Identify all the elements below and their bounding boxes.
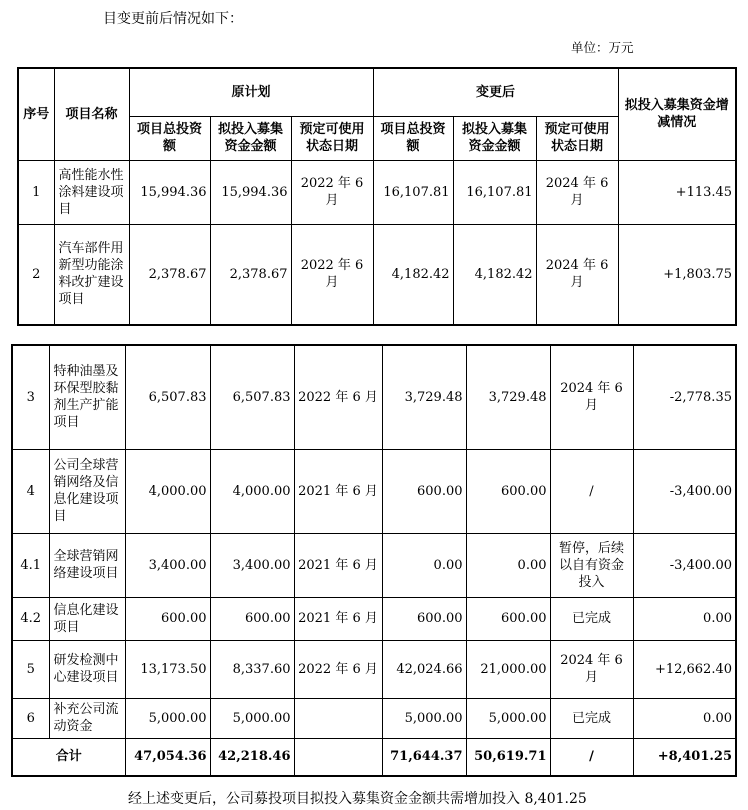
cell-new-date: 已完成 — [550, 597, 633, 640]
cell-orig-date: 2022 年 6 月 — [294, 640, 382, 698]
cell-new-raise: 3,729.48 — [466, 345, 550, 449]
cell-change: -3,400.00 — [633, 449, 736, 533]
cell-new-total: 4,182.42 — [373, 224, 453, 325]
cell-new-total: 0.00 — [382, 533, 466, 597]
cell-new-raise: 21,000.00 — [466, 640, 550, 698]
cell-orig-total: 2,378.67 — [129, 224, 210, 325]
table-row — [12, 698, 736, 738]
cell-project-name: 高性能水性涂料建设项目 — [54, 160, 129, 224]
cell-new-total: 16,107.81 — [373, 160, 453, 224]
cell-project-name: 特种油墨及环保型胶黏剂生产扩能项目 — [49, 345, 125, 449]
cell-project-name: 汽车部件用新型功能涂料改扩建设项目 — [54, 224, 129, 325]
cell-orig-date: 2022 年 6 月 — [294, 345, 382, 449]
table-row — [12, 640, 736, 698]
cell-orig-date: 2021 年 6 月 — [294, 449, 382, 533]
cell-seq: 6 — [12, 698, 49, 738]
fund-change-table-part2 — [11, 344, 737, 777]
header-after-change: 变更后 — [373, 68, 618, 116]
cell-new-total: 5,000.00 — [382, 698, 466, 738]
cell-project-name: 全球营销网络建设项目 — [49, 533, 125, 597]
total-orig-total: 47,054.36 — [125, 738, 210, 776]
total-new-date: / — [550, 738, 633, 776]
cell-new-date: 2024 年 6 月 — [536, 160, 618, 224]
cell-orig-total: 4,000.00 — [125, 449, 210, 533]
cell-orig-total: 13,173.50 — [125, 640, 210, 698]
cell-orig-raise: 3,400.00 — [210, 533, 294, 597]
cell-new-raise: 5,000.00 — [466, 698, 550, 738]
header-original-plan: 原计划 — [129, 68, 373, 116]
cell-orig-raise: 8,337.60 — [210, 640, 294, 698]
fund-change-table-part1 — [17, 67, 737, 326]
cell-orig-total: 5,000.00 — [125, 698, 210, 738]
header-orig-raise-amount: 拟投入募集资金金额 — [210, 116, 291, 160]
table-row — [18, 160, 736, 224]
cell-project-name: 补充公司流动资金 — [49, 698, 125, 738]
cell-new-date: 2024 年 6 月 — [550, 640, 633, 698]
header-change-amount: 拟投入募集资金增减情况 — [618, 68, 736, 160]
header-new-raise-amount: 拟投入募集资金金额 — [453, 116, 536, 160]
table-row — [12, 597, 736, 640]
cell-change: +1,803.75 — [618, 224, 736, 325]
cell-seq: 4.2 — [12, 597, 49, 640]
cell-new-total: 600.00 — [382, 597, 466, 640]
cell-new-date: 2024 年 6 月 — [550, 345, 633, 449]
cell-new-total: 600.00 — [382, 449, 466, 533]
header-new-total-invest: 项目总投资额 — [373, 116, 453, 160]
table-row — [18, 224, 736, 325]
cell-new-total: 3,729.48 — [382, 345, 466, 449]
table-row — [12, 533, 736, 597]
header-project-name: 项目名称 — [54, 68, 129, 160]
total-label: 合计 — [12, 738, 125, 776]
cell-orig-total: 3,400.00 — [125, 533, 210, 597]
cell-new-total: 42,024.66 — [382, 640, 466, 698]
cell-seq: 4 — [12, 449, 49, 533]
header-orig-ready-date: 预定可使用状态日期 — [291, 116, 373, 160]
cell-project-name: 研发检测中心建设项目 — [49, 640, 125, 698]
cell-orig-raise: 15,994.36 — [210, 160, 291, 224]
table-row — [12, 345, 736, 449]
footer-text: 经上述变更后，公司募投项目拟投入募集资金金额共需增加投入 8,401.25 — [128, 791, 587, 807]
cell-change: -2,778.35 — [633, 345, 736, 449]
cell-orig-date — [294, 698, 382, 738]
cell-seq: 2 — [18, 224, 54, 325]
cell-new-date: / — [550, 449, 633, 533]
cell-orig-total: 15,994.36 — [129, 160, 210, 224]
cell-seq: 5 — [12, 640, 49, 698]
total-row — [12, 738, 736, 776]
cell-new-raise: 600.00 — [466, 597, 550, 640]
cell-new-date: 2024 年 6 月 — [536, 224, 618, 325]
cell-change: 0.00 — [633, 698, 736, 738]
header-seq: 序号 — [18, 68, 54, 160]
total-new-raise: 50,619.71 — [466, 738, 550, 776]
cell-change: +12,662.40 — [633, 640, 736, 698]
cell-orig-raise: 4,000.00 — [210, 449, 294, 533]
cell-project-name: 信息化建设项目 — [49, 597, 125, 640]
intro-text: 目变更前后情况如下： — [103, 11, 243, 27]
header-orig-total-invest: 项目总投资额 — [129, 116, 210, 160]
cell-orig-date: 2021 年 6 月 — [294, 597, 382, 640]
cell-new-raise: 16,107.81 — [453, 160, 536, 224]
total-orig-date — [294, 738, 382, 776]
cell-new-raise: 0.00 — [466, 533, 550, 597]
cell-orig-raise: 600.00 — [210, 597, 294, 640]
cell-seq: 1 — [18, 160, 54, 224]
cell-change: -3,400.00 — [633, 533, 736, 597]
cell-orig-raise: 2,378.67 — [210, 224, 291, 325]
cell-orig-raise: 5,000.00 — [210, 698, 294, 738]
cell-change: 0.00 — [633, 597, 736, 640]
total-new-total: 71,644.37 — [382, 738, 466, 776]
cell-new-date: 已完成 — [550, 698, 633, 738]
cell-new-date: 暂停，后续以自有资金投入 — [550, 533, 633, 597]
cell-new-raise: 600.00 — [466, 449, 550, 533]
cell-orig-date: 2022 年 6 月 — [291, 224, 373, 325]
total-change: +8,401.25 — [633, 738, 736, 776]
cell-orig-date: 2021 年 6 月 — [294, 533, 382, 597]
unit-label: 单位：万元 — [571, 40, 634, 55]
cell-new-raise: 4,182.42 — [453, 224, 536, 325]
cell-orig-date: 2022 年 6 月 — [291, 160, 373, 224]
cell-orig-total: 6,507.83 — [125, 345, 210, 449]
cell-seq: 4.1 — [12, 533, 49, 597]
cell-project-name: 公司全球营销网络及信息化建设项目 — [49, 449, 125, 533]
table-row — [12, 449, 736, 533]
cell-seq: 3 — [12, 345, 49, 449]
header-new-ready-date: 预定可使用状态日期 — [536, 116, 618, 160]
cell-orig-total: 600.00 — [125, 597, 210, 640]
cell-orig-raise: 6,507.83 — [210, 345, 294, 449]
cell-change: +113.45 — [618, 160, 736, 224]
total-orig-raise: 42,218.46 — [210, 738, 294, 776]
